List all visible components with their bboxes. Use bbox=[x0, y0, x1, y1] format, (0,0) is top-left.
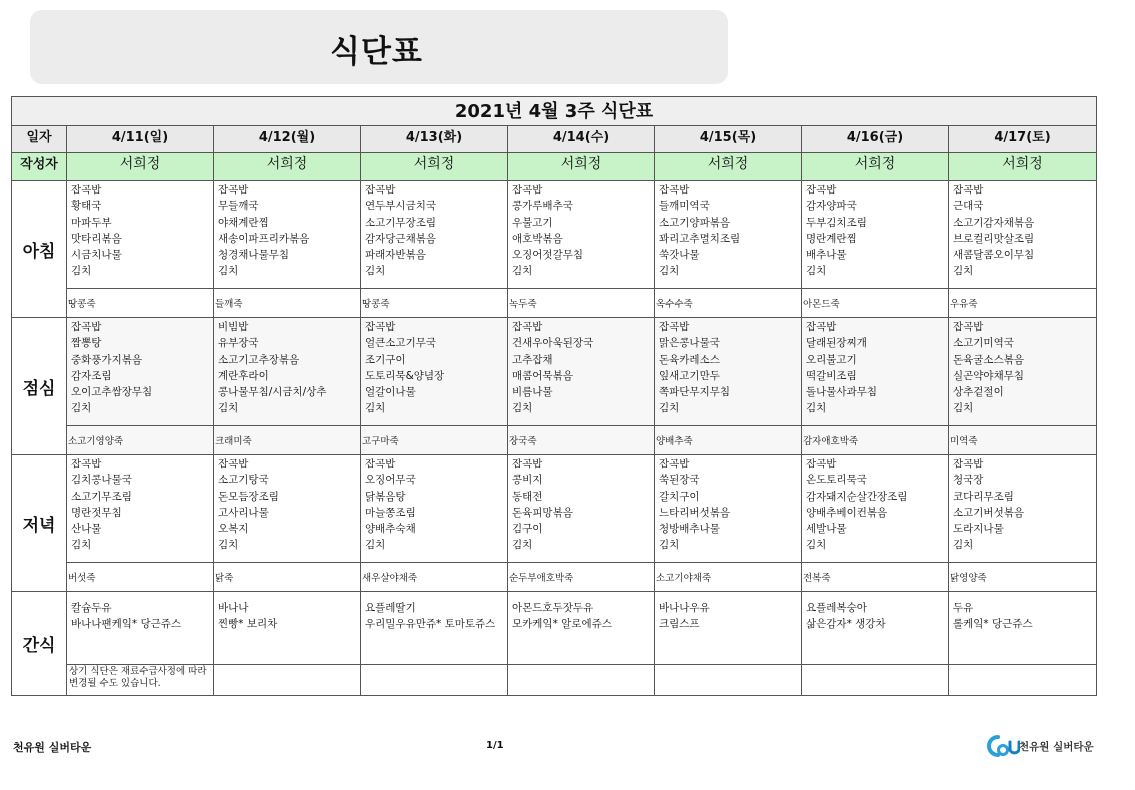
page-title: 식단표 bbox=[330, 34, 423, 70]
lunch-item: 잡곡밥 bbox=[365, 321, 396, 333]
lunch-item: 유부장국 bbox=[218, 337, 259, 350]
dinner-item: 돈육피망볶음 bbox=[512, 506, 573, 519]
dinner-item: 양배추베이컨볶음 bbox=[806, 506, 888, 519]
dinner-porridge-cell: 새우살야채죽 bbox=[361, 563, 508, 592]
breakfast-menu-cell bbox=[802, 181, 949, 289]
brand-logo bbox=[986, 733, 1096, 759]
lunch-item: 돈육굴소스볶음 bbox=[953, 353, 1025, 366]
empty-note-cell bbox=[214, 665, 361, 696]
breakfast-item: 잡곡밥 bbox=[659, 184, 690, 196]
lunch-menu-cell bbox=[802, 318, 949, 426]
breakfast-item: 소고기무장조림 bbox=[365, 216, 437, 229]
dinner-item: 오징어무국 bbox=[365, 474, 416, 487]
lunch-item: 도토리묵&양념장 bbox=[365, 369, 445, 382]
lunch-item: 돈육카레소스 bbox=[659, 353, 720, 366]
breakfast-item: 파래자반볶음 bbox=[365, 249, 426, 262]
lunch-item: 잡곡밥 bbox=[512, 321, 543, 333]
lunch-item: 김치 bbox=[659, 402, 680, 415]
lunch-item: 김치 bbox=[806, 402, 827, 415]
breakfast-item: 무들깨국 bbox=[218, 200, 259, 213]
lunch-menu-cell bbox=[67, 318, 214, 426]
lunch-menu-cell bbox=[508, 318, 655, 426]
breakfast-label: 아침 bbox=[12, 181, 67, 318]
dinner-menu-cell bbox=[361, 455, 508, 563]
dinner-item: 김구이 bbox=[512, 523, 543, 536]
breakfast-item: 애호박볶음 bbox=[512, 232, 563, 245]
lunch-item: 오리불고기 bbox=[806, 353, 857, 366]
dinner-item: 김치 bbox=[953, 539, 974, 552]
lunch-menu-cell bbox=[655, 318, 802, 426]
lunch-label: 점심 bbox=[12, 318, 67, 455]
dinner-item: 양배추숙채 bbox=[365, 523, 416, 536]
breakfast-item: 야채계란찜 bbox=[218, 216, 269, 229]
lunch-menu-cell bbox=[214, 318, 361, 426]
writer-cell: 서희정 bbox=[67, 153, 214, 181]
dinner-item: 잡곡밥 bbox=[659, 458, 690, 470]
dinner-item: 잡곡밥 bbox=[953, 458, 984, 470]
breakfast-item: 김치 bbox=[806, 265, 827, 278]
dinner-item: 김치 bbox=[659, 539, 680, 552]
dinner-menu-cell bbox=[949, 455, 1097, 563]
snack-item: 칼슘두유 bbox=[71, 602, 112, 614]
dinner-label: 저녁 bbox=[12, 455, 67, 592]
breakfast-item: 김치 bbox=[71, 265, 92, 278]
dinner-item: 도라지나물 bbox=[953, 523, 1004, 536]
breakfast-menu-cell bbox=[655, 181, 802, 289]
breakfast-item: 잡곡밥 bbox=[218, 184, 249, 196]
lunch-menu-cell bbox=[361, 318, 508, 426]
dinner-item: 청방배추나물 bbox=[659, 523, 720, 536]
note-cell: 상기 식단은 재료수급사정에 따라 변경될 수도 있습니다. bbox=[67, 665, 214, 696]
breakfast-item: 꽈리고추멸치조림 bbox=[659, 232, 741, 245]
lunch-porridge-cell: 감자애호박죽 bbox=[802, 426, 949, 455]
lunch-item: 달래된장찌개 bbox=[806, 337, 867, 350]
dinner-item: 소고기무조림 bbox=[71, 490, 132, 503]
lunch-item: 잡곡밥 bbox=[659, 321, 690, 333]
lunch-item: 잡곡밥 bbox=[71, 321, 102, 333]
dinner-item: 잡곡밥 bbox=[218, 458, 249, 470]
lunch-item: 소고기미역국 bbox=[953, 337, 1014, 350]
breakfast-item: 소고기양파볶음 bbox=[659, 216, 731, 229]
logo-icon bbox=[986, 733, 1020, 759]
dinner-item: 김치 bbox=[512, 539, 533, 552]
date-cell: 4/11(일) bbox=[67, 126, 214, 153]
lunch-porridge-cell: 고구마죽 bbox=[361, 426, 508, 455]
dinner-menu-cell bbox=[214, 455, 361, 563]
breakfast-porridge-cell: 아몬드죽 bbox=[802, 289, 949, 318]
snack-item: 우리밀우유만쥬* 토마토쥬스 bbox=[365, 618, 496, 630]
lunch-item: 떡갈비조림 bbox=[806, 369, 857, 382]
dinner-porridge-cell: 전복죽 bbox=[802, 563, 949, 592]
lunch-item: 김치 bbox=[512, 402, 533, 415]
lunch-porridge-cell: 소고기영양죽 bbox=[67, 426, 214, 455]
lunch-item: 김치 bbox=[71, 402, 92, 415]
breakfast-item: 소고기감자채볶음 bbox=[953, 216, 1035, 229]
snack-item: 두유 bbox=[953, 602, 974, 614]
lunch-item: 비빔밥 bbox=[218, 321, 249, 333]
lunch-item: 고추잡채 bbox=[512, 353, 553, 366]
lunch-item: 얼갈이나물 bbox=[365, 386, 416, 399]
dinner-menu-cell bbox=[655, 455, 802, 563]
snack-item: 찐빵* 보리차 bbox=[218, 618, 278, 630]
logo-text: 천유원 실버타운 bbox=[1019, 741, 1094, 753]
lunch-item: 얼큰소고기무국 bbox=[365, 337, 437, 350]
lunch-item: 잎새고기만두 bbox=[659, 369, 720, 382]
breakfast-item: 잡곡밥 bbox=[71, 184, 102, 196]
dinner-porridge-cell: 순두부애호박죽 bbox=[508, 563, 655, 592]
menu-table bbox=[11, 96, 1097, 696]
breakfast-item: 근대국 bbox=[953, 200, 984, 213]
dinner-porridge-cell: 소고기야채죽 bbox=[655, 563, 802, 592]
writer-cell: 서희정 bbox=[949, 153, 1097, 181]
breakfast-item: 콩가루배추국 bbox=[512, 200, 573, 213]
dinner-item: 소고기탕국 bbox=[218, 474, 269, 487]
dinner-item: 쑥된장국 bbox=[659, 474, 700, 487]
writer-cell: 서희정 bbox=[361, 153, 508, 181]
dinner-item: 동태전 bbox=[512, 490, 543, 503]
breakfast-item: 맛타리볶음 bbox=[71, 232, 122, 245]
breakfast-item: 잡곡밥 bbox=[953, 184, 984, 196]
table-caption: 2021년 4월 3주 식단표 bbox=[12, 97, 1097, 126]
dinner-item: 잡곡밥 bbox=[365, 458, 396, 470]
dinner-item: 세발나물 bbox=[806, 523, 847, 536]
empty-note-cell bbox=[802, 665, 949, 696]
dinner-item: 청국장 bbox=[953, 474, 984, 487]
breakfast-menu-cell bbox=[214, 181, 361, 289]
breakfast-item: 새콤달콤오이무침 bbox=[953, 249, 1035, 262]
breakfast-item: 청경채나물무침 bbox=[218, 249, 290, 262]
snack-label: 간식 bbox=[12, 592, 67, 696]
breakfast-item: 잡곡밥 bbox=[512, 184, 543, 196]
dinner-item: 고사리나물 bbox=[218, 506, 269, 519]
lunch-item: 오이고추쌈장무침 bbox=[71, 386, 153, 399]
lunch-item: 쪽파단무지무침 bbox=[659, 386, 731, 399]
breakfast-porridge-cell: 우유죽 bbox=[949, 289, 1097, 318]
breakfast-item: 시금치나물 bbox=[71, 249, 122, 262]
dinner-item: 김치 bbox=[71, 539, 92, 552]
breakfast-item: 감자양파국 bbox=[806, 200, 857, 213]
lunch-item: 소고기고추장볶음 bbox=[218, 353, 300, 366]
dinner-item: 갈치구이 bbox=[659, 490, 700, 503]
dinner-menu-cell bbox=[67, 455, 214, 563]
breakfast-item: 김치 bbox=[218, 265, 239, 278]
breakfast-item: 브로컬리맛살조림 bbox=[953, 232, 1035, 245]
lunch-item: 상추겉절이 bbox=[953, 386, 1004, 399]
snack-item: 요플레복숭아 bbox=[806, 602, 867, 614]
dinner-item: 잡곡밥 bbox=[71, 458, 102, 470]
lunch-menu-cell bbox=[949, 318, 1097, 426]
footer-org: 천유원 실버타운 bbox=[13, 741, 92, 754]
dinner-item: 잡곡밥 bbox=[806, 458, 837, 470]
lunch-item: 콩나물무침/시금치/상추 bbox=[218, 386, 327, 399]
lunch-item: 건새우아욱된장국 bbox=[512, 337, 594, 350]
breakfast-item: 오징어젓갈무침 bbox=[512, 249, 584, 262]
breakfast-item: 감자당근채볶음 bbox=[365, 232, 437, 245]
snack-item: 바나나 bbox=[218, 602, 249, 614]
lunch-porridge-cell: 장국죽 bbox=[508, 426, 655, 455]
breakfast-porridge-cell: 옥수수죽 bbox=[655, 289, 802, 318]
snack-item: 요플레딸기 bbox=[365, 602, 416, 614]
snack-item: 모카케잌* 알로에쥬스 bbox=[512, 618, 612, 630]
dinner-item: 명란젓무침 bbox=[71, 506, 122, 519]
lunch-item: 계란후라이 bbox=[218, 369, 269, 382]
writer-label: 작성자 bbox=[12, 153, 67, 181]
snack-item: 크림스프 bbox=[659, 618, 700, 630]
lunch-item: 맑은콩나물국 bbox=[659, 337, 720, 350]
lunch-item: 짬뽕탕 bbox=[71, 337, 102, 350]
dinner-item: 김치 bbox=[218, 539, 239, 552]
dinner-item: 온도토리묵국 bbox=[806, 474, 867, 487]
breakfast-item: 황태국 bbox=[71, 200, 102, 213]
dinner-item: 김치 bbox=[365, 539, 386, 552]
dinner-item: 김치 bbox=[806, 539, 827, 552]
breakfast-item: 새송이파프리카볶음 bbox=[218, 232, 310, 245]
dinner-item: 마늘쫑조림 bbox=[365, 506, 416, 519]
breakfast-item: 들깨미역국 bbox=[659, 200, 710, 213]
breakfast-item: 명란계란찜 bbox=[806, 232, 857, 245]
date-cell: 4/13(화) bbox=[361, 126, 508, 153]
breakfast-item: 두부김치조림 bbox=[806, 216, 867, 229]
lunch-porridge-cell: 크래미죽 bbox=[214, 426, 361, 455]
dinner-porridge-cell: 버섯죽 bbox=[67, 563, 214, 592]
breakfast-item: 잡곡밥 bbox=[806, 184, 837, 196]
breakfast-item: 우불고기 bbox=[512, 216, 553, 229]
lunch-item: 조기구이 bbox=[365, 353, 406, 366]
breakfast-menu-cell bbox=[361, 181, 508, 289]
dinner-item: 닭볶음탕 bbox=[365, 490, 406, 503]
snack-menu-cell bbox=[802, 592, 949, 665]
breakfast-menu-cell bbox=[67, 181, 214, 289]
lunch-item: 잡곡밥 bbox=[806, 321, 837, 333]
snack-item: 바나나우유 bbox=[659, 602, 710, 614]
breakfast-item: 배추나물 bbox=[806, 249, 847, 262]
breakfast-item: 쑥갓나물 bbox=[659, 249, 700, 262]
breakfast-porridge-cell: 땅콩죽 bbox=[361, 289, 508, 318]
empty-note-cell bbox=[655, 665, 802, 696]
lunch-item: 김치 bbox=[953, 402, 974, 415]
dinner-item: 감자돼지순살간장조림 bbox=[806, 490, 908, 503]
page-number: 1/1 bbox=[486, 740, 504, 751]
snack-item: 아몬드호두잣두유 bbox=[512, 602, 594, 614]
lunch-item: 돌나물사과무침 bbox=[806, 386, 878, 399]
snack-menu-cell bbox=[508, 592, 655, 665]
writer-cell: 서희정 bbox=[655, 153, 802, 181]
dinner-menu-cell bbox=[802, 455, 949, 563]
dinner-item: 콩비지 bbox=[512, 474, 543, 487]
empty-note-cell bbox=[361, 665, 508, 696]
snack-item: 롤케잌* 당근쥬스 bbox=[953, 618, 1033, 630]
snack-menu-cell bbox=[67, 592, 214, 665]
lunch-item: 감자조림 bbox=[71, 369, 112, 382]
breakfast-menu-cell bbox=[508, 181, 655, 289]
breakfast-item: 김치 bbox=[365, 265, 386, 278]
lunch-item: 김치 bbox=[365, 402, 386, 415]
writer-cell: 서희정 bbox=[508, 153, 655, 181]
dinner-item: 잡곡밥 bbox=[512, 458, 543, 470]
date-cell: 4/16(금) bbox=[802, 126, 949, 153]
breakfast-item: 김치 bbox=[953, 265, 974, 278]
breakfast-porridge-cell: 땅콩죽 bbox=[67, 289, 214, 318]
date-cell: 4/17(토) bbox=[949, 126, 1097, 153]
dinner-item: 돈모듬장조림 bbox=[218, 490, 279, 503]
writer-cell: 서희정 bbox=[802, 153, 949, 181]
breakfast-menu-cell bbox=[949, 181, 1097, 289]
breakfast-item: 연두부시금치국 bbox=[365, 200, 437, 213]
lunch-item: 매콤어묵볶음 bbox=[512, 369, 573, 382]
dinner-item: 김치콩나물국 bbox=[71, 474, 132, 487]
dinner-item: 소고기버섯볶음 bbox=[953, 506, 1025, 519]
breakfast-item: 김치 bbox=[512, 265, 533, 278]
snack-menu-cell bbox=[361, 592, 508, 665]
empty-note-cell bbox=[949, 665, 1097, 696]
snack-menu-cell bbox=[655, 592, 802, 665]
lunch-porridge-cell: 양배추죽 bbox=[655, 426, 802, 455]
date-label: 일자 bbox=[12, 126, 67, 153]
dinner-item: 오복지 bbox=[218, 523, 249, 536]
dinner-porridge-cell: 닭영양죽 bbox=[949, 563, 1097, 592]
date-cell: 4/14(수) bbox=[508, 126, 655, 153]
snack-menu-cell bbox=[214, 592, 361, 665]
writer-cell: 서희정 bbox=[214, 153, 361, 181]
breakfast-porridge-cell: 녹두죽 bbox=[508, 289, 655, 318]
snack-menu-cell bbox=[949, 592, 1097, 665]
lunch-item: 잡곡밥 bbox=[953, 321, 984, 333]
lunch-item: 비름나물 bbox=[512, 386, 553, 399]
breakfast-item: 잡곡밥 bbox=[365, 184, 396, 196]
dinner-menu-cell bbox=[508, 455, 655, 563]
title-banner bbox=[30, 10, 728, 84]
lunch-item: 중화풍가지볶음 bbox=[71, 353, 143, 366]
lunch-item: 김치 bbox=[218, 402, 239, 415]
lunch-item: 실곤약야채무침 bbox=[953, 369, 1025, 382]
dinner-item: 느타리버섯볶음 bbox=[659, 506, 731, 519]
breakfast-porridge-cell: 들깨죽 bbox=[214, 289, 361, 318]
dinner-porridge-cell: 닭죽 bbox=[214, 563, 361, 592]
empty-note-cell bbox=[508, 665, 655, 696]
snack-item: 바나나팬케잌* 당근쥬스 bbox=[71, 618, 182, 630]
dinner-item: 산나물 bbox=[71, 523, 102, 536]
dinner-item: 코다리무조림 bbox=[953, 490, 1014, 503]
breakfast-item: 김치 bbox=[659, 265, 680, 278]
date-cell: 4/15(목) bbox=[655, 126, 802, 153]
breakfast-item: 마파두부 bbox=[71, 216, 112, 229]
lunch-porridge-cell: 미역죽 bbox=[949, 426, 1097, 455]
date-cell: 4/12(월) bbox=[214, 126, 361, 153]
snack-item: 삶은감자* 생강차 bbox=[806, 618, 886, 630]
